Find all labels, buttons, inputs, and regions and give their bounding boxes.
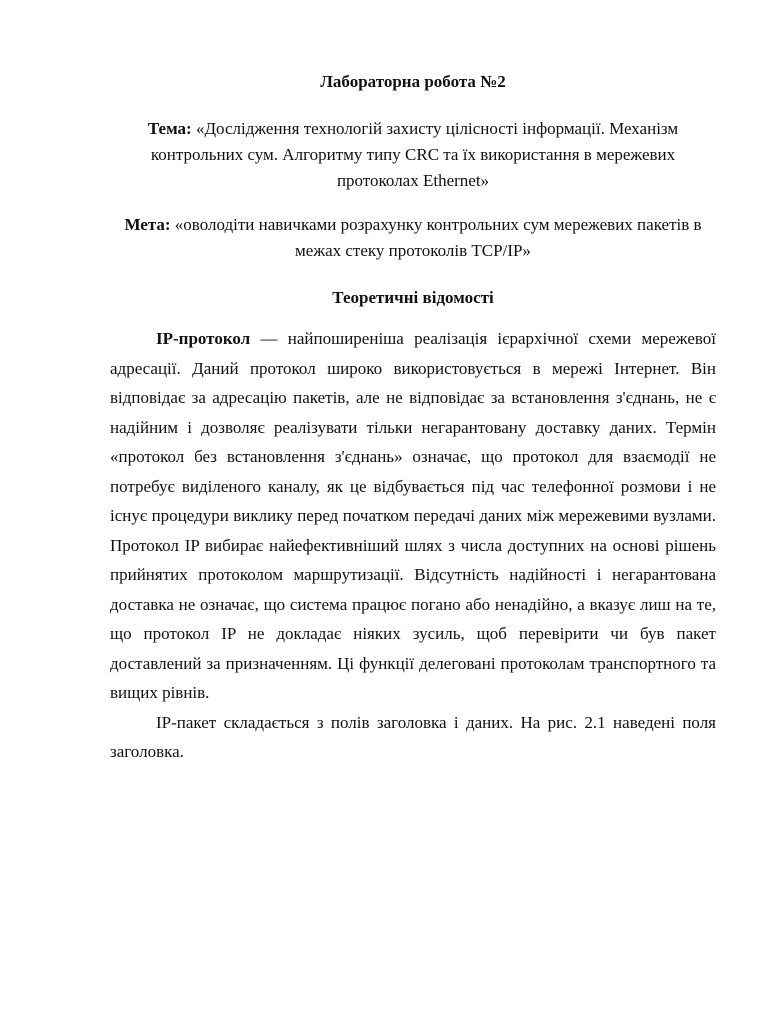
- topic-label: Тема:: [147, 119, 192, 138]
- term-ip-protocol: IP-протокол: [156, 329, 251, 348]
- section-heading: Теоретичні відомості: [332, 288, 494, 307]
- goal-text: «оволодіти навичками розрахунку контрольних сум мережевих пакетів в межах стеку протоколів TCP/IP»: [174, 215, 702, 260]
- document-title: Лабораторна робота №2: [320, 72, 506, 91]
- paragraph-ip-protocol: [110, 324, 716, 708]
- paragraph-ip-packet: IP-пакет складається з полів заголовка і даних. На рис. 2.1 наведені поля заголовка.: [110, 712, 716, 761]
- paragraph-ip-protocol-text: — найпоширеніша реалізація ієрархічної схеми мережевої адресації. Даний протокол широко використовується в мережі Інтернет. Він відповідає за адресацію пакетів, але не відповідає за встановлення з'єднань, не є надійним і дозволяє реалізувати тільки негарантовану доставку даних. Термін «протокол без встановлення з'єднань» означає, що протокол для взаємодії не потребує виділеного каналу, як це відбувається під час телефонної розмови і не існує процедури виклику перед початком передачі даних між мережевими вузлами. Протокол IP вибирає найефективніший шлях з числа доступних на основі рішень прийнятих протоколом маршрутизації. Відсутність надійності і негарантована доставка не означає, що система працює погано або ненадійно, а вказує лиш на те, що протокол IP не докладає ніяких зусиль, щоб перевірити чи був пакет доставлений за призначенням. Ці функції делеговані протоколам транспортного та вищих рівнів.: [110, 329, 716, 702]
- topic-block: [110, 116, 716, 194]
- goal-block: [110, 212, 716, 264]
- goal-label: Мета:: [124, 215, 171, 234]
- topic-text: «Дослідження технологій захисту цілісності інформації. Механізм контрольних сум. Алгоритму типу CRC та їх використання в мережевих протоколах Ethernet»: [150, 119, 679, 190]
